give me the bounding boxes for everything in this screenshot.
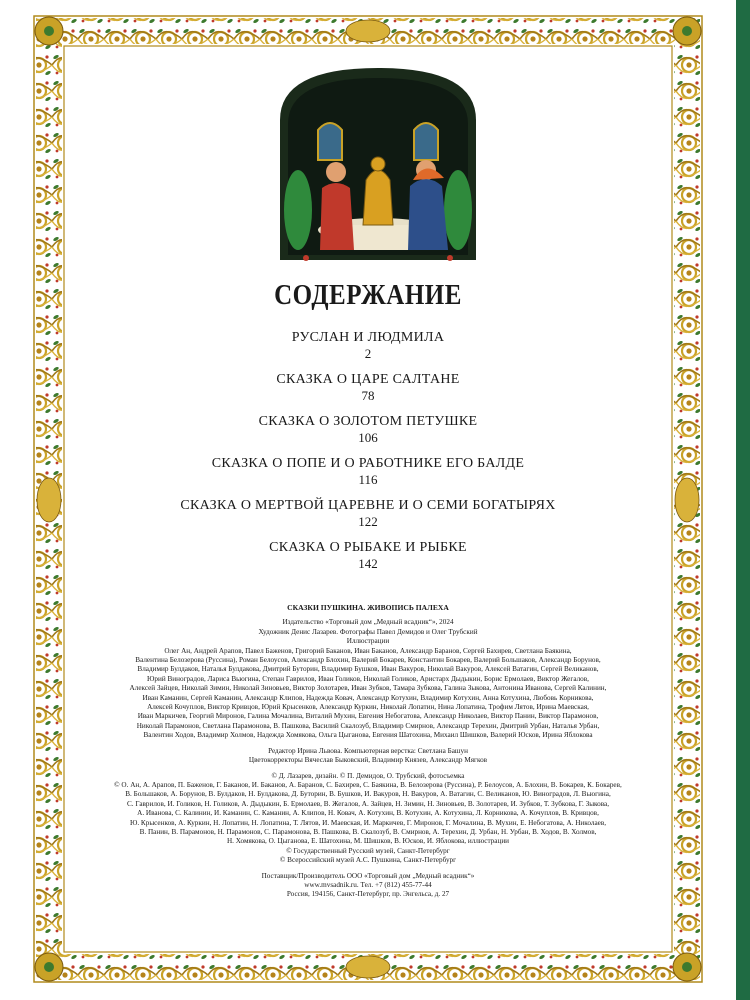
illustrators-line: Олег Ан, Андрей Арапов, Павел Баженов, Григорий Баканов, Иван Баканов, Александр Баранов, Сергей Бахирев, Светлана Баякина, xyxy=(164,646,572,655)
illustrators-line: Валентина Белозерова (Руссина), Роман Белоусов, Александр Блохин, Валерий Бокарев, Константин Бокарев, Валерий Большаков, Александр Борунов, xyxy=(135,656,601,665)
toc-entry-page: 2 xyxy=(364,346,372,361)
copyright-line: В. Большаков, А. Борунов, В. Булдаков, Н. Булдакова, Д. Буторин, В. Бушков, И. Вакуров, Н. Вакуров, А. Ватагин, С. Великанов, Ю. Виноградов, Л. Вьюгина, xyxy=(125,790,611,799)
editors-line: Редактор Ирина Львова. Компьютерная верстка: Светлана Башун xyxy=(268,746,468,755)
editors-line: Цветокорректоры Вячеслав Быковский, Владимир Князев, Александр Мягков xyxy=(248,756,488,765)
illustrators-line: Иван Маркичев, Георгий Миронов, Галина Мочалина, Виталий Мухин, Евгения Небогатова, Александр Николаев, Виктор Панин, Виктор Парамонов, xyxy=(137,712,599,721)
illustrators-line: Юрий Виноградов, Лариса Вьюгина, Степан Гаврилов, Иван Голиков, Николай Голиков, Аристарх Дыдыкин, Борис Ермолаев, Виктор Жегалов, xyxy=(147,674,589,683)
book-title-heading: СКАЗКИ ПУШКИНА. ЖИВОПИСЬ ПАЛЕХА xyxy=(287,603,449,612)
illustrators-line: Валентин Ходов, Владимир Холмов, Надежда Хомякова, Ольга Цыганова, Евгения Шатохина, Михаил Шишков, Валерий Юсков, Ирина Яблокова xyxy=(143,731,593,740)
illustrators-line: Владимир Булдаков, Наталья Булдакова, Дмитрий Буторин, Владимир Бушков, Иван Вакуров, Николай Вакуров, Алексей Ватагин, Сергей Великанов, xyxy=(137,665,599,674)
illustrators-line: Алексей Зайцев, Николай Зимин, Николай Зиновьев, Виктор Золотарев, Иван Зубков, Тамара Зубкова, Галина Зыкова, Антонина Иванова, Сергей Калинин, xyxy=(129,684,607,693)
illustrators-line: Алексей Кочуплов, Виктор Кривцов, Юрий Крысенков, Александр Куркин, Николай Лопатин, Нина Лопатина, Трофим Лятов, Ирина Маевская, xyxy=(147,703,589,712)
illustrations-label: Иллюстрации xyxy=(346,637,390,646)
toc-entry[interactable] xyxy=(0,540,736,582)
toc-entry-page: 122 xyxy=(358,514,378,529)
copyright-line: © Государственный Русский музей, Санкт-Петербург xyxy=(286,846,450,855)
toc-entry-title: РУСЛАН И ЛЮДМИЛА xyxy=(291,330,445,345)
toc-title: СОДЕРЖАНИЕ xyxy=(274,279,462,311)
toc-entry-title: СКАЗКА О ПОПЕ И О РАБОТНИКЕ ЕГО БАЛДЕ xyxy=(211,456,525,471)
toc-entry-title: СКАЗКА О РЫБАКЕ И РЫБКЕ xyxy=(269,540,467,555)
side-strip xyxy=(736,0,750,1000)
copyright-line: А. Иванова, С. Калинин, И. Каманин, С. Каманин, А. Клипов, Н. Ковач, А. Котухин, В. Котухин, А. Котухина, Л. Корникова, А. Кочуплов, В. Кривцов, xyxy=(137,809,599,818)
toc-entry-title: СКАЗКА О ЦАРЕ САЛТАНЕ xyxy=(276,372,460,387)
supplier-line: Россия, 194156, Санкт-Петербург, пр. Энгельса, д. 27 xyxy=(286,890,450,899)
toc-entry-page: 106 xyxy=(358,430,378,445)
toc-entry[interactable] xyxy=(0,372,736,414)
artist-line: Художник Денис Лазарев. Фотографы Павел Демидов и Олег Трубский xyxy=(258,627,478,636)
copyright-line: Н. Хомякова, О. Цыганова, Е. Шатохина, М. Шишков, В. Юсков, И. Яблокова, иллюстрации xyxy=(226,837,510,846)
toc-entry-title: СКАЗКА О МЕРТВОЙ ЦАРЕВНЕ И О СЕМИ БОГАТЫРЯХ xyxy=(180,498,556,513)
palekh-illustration xyxy=(258,60,498,265)
toc-entry-page: 78 xyxy=(361,388,375,403)
illustrators-line: Иван Каманин, Сергей Каманин, Александр Клипов, Надежда Ковач, Александр Котухин, Владимир Котухин, Анна Котухина, Любовь Корникова, xyxy=(142,693,594,702)
copyright-line: © Всероссийский музей А.С. Пушкина, Санкт-Петербург xyxy=(279,856,457,865)
toc-entry-page: 142 xyxy=(358,556,378,571)
toc-entry-page: 116 xyxy=(358,472,378,487)
toc-entry[interactable] xyxy=(0,498,736,540)
illustrators-line: Николай Парамонов, Светлана Парамонова, В. Пашкова, Василий Скалозуб, Владимир Смирнов, Александр Терехин, Дмитрий Урбан, Наталья Урбан, xyxy=(136,721,600,730)
publisher-line: Издательство «Торговый дом „Медный всадник“», 2024 xyxy=(282,618,454,627)
copyright-line: В. Панин, В. Парамонов, Н. Парамонов, С. Парамонова, В. Пашкова, В. Скалозуб, В. Смирнов, А. Терехин, Д. Урбан, Н. Урбан, В. Ходов, В. Холмов, xyxy=(139,827,597,836)
supplier-line: Поставщик/Производитель ООО «Торговый дом „Медный всадник“» xyxy=(261,871,475,880)
toc-list xyxy=(0,330,736,582)
copyright-line: © О. Ан, А. Арапов, П. Баженов, Г. Баканов, И. Баканов, А. Баранов, С. Бахирев, С. Баякина, В. Белозерова (Руссина), Р. Белоусов, А. Блохин, В. Бокарев, К. Бокарев, xyxy=(114,780,622,789)
toc-entry-title: СКАЗКА О ЗОЛОТОМ ПЕТУШКЕ xyxy=(258,414,478,429)
copyright-line: Ю. Крысенков, А. Куркин, Н. Лопатин, Н. Лопатина, Т. Лятов, И. Маевская, И. Маркичев, Г. Миронов, Г. Мочалина, В. Мухин, Е. Небогатова, А. Николаев, xyxy=(129,818,607,827)
toc-entry[interactable] xyxy=(0,330,736,372)
supplier-line: www.mvsadnik.ru. Тел. +7 (812) 455-77-44 xyxy=(304,880,432,889)
copyright-line: С. Гаврилов, И. Голиков, Н. Голиков, А. Дыдыкин, Б. Ермолаев, В. Жегалов, А. Зайцев, Н. Зимин, Н. Зиновьев, В. Золотарев, И. Зубков, Т. Зубкова, Г. Зыкова, xyxy=(126,799,610,808)
toc-entry[interactable] xyxy=(0,414,736,456)
toc-entry[interactable] xyxy=(0,456,736,498)
imprint-credits xyxy=(110,603,626,900)
copyright-line: © Д. Лазарев, дизайн. © П. Демидов, О. Трубский, фотосъемка xyxy=(271,771,465,780)
